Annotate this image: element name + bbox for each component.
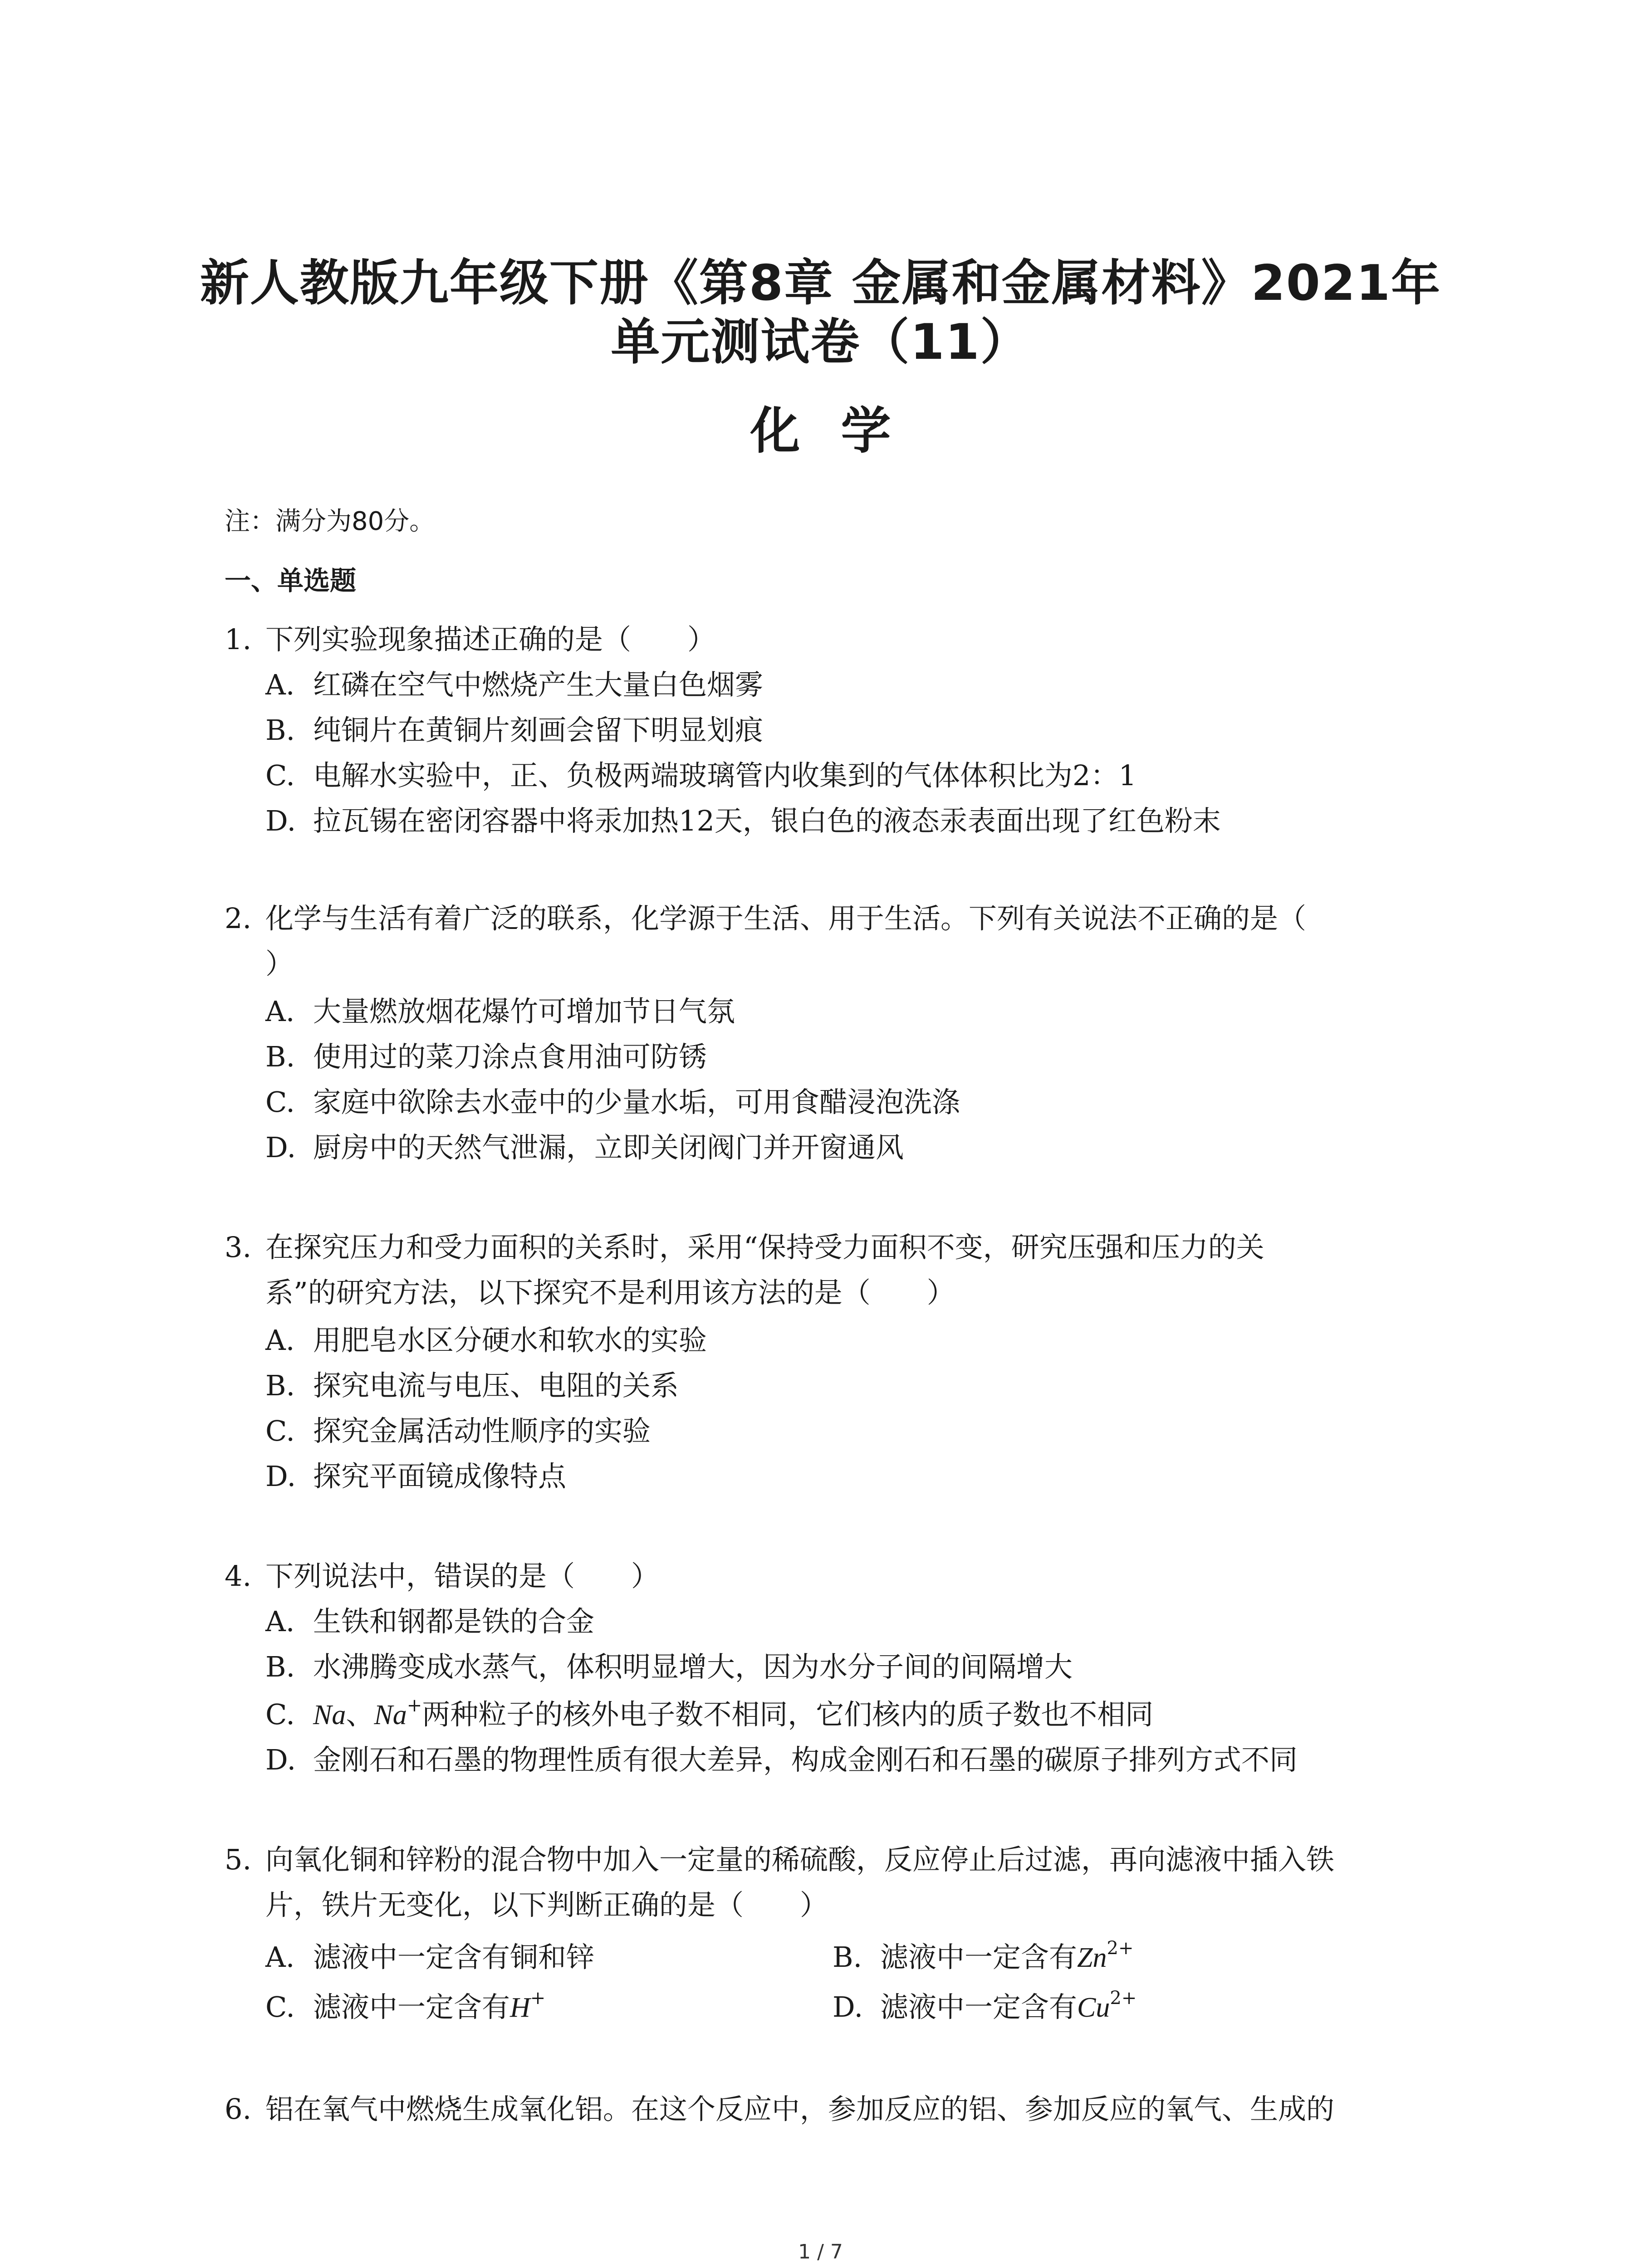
question-1-option-b: B. 纯铜片在黄铜片刻画会留下明显划痕	[265, 714, 764, 747]
question-5-option-d: D. 滤液中一定含有$Cu^{2+}$	[833, 1988, 1137, 2024]
question-2-option-d: D. 厨房中的天然气泄漏，立即关闭阀门并开窗通风	[265, 1131, 904, 1164]
formula-zinc-ion: Zn	[1077, 1942, 1107, 1973]
score-note: 注：满分为80分。	[225, 507, 435, 536]
question-text: 向氧化铜和锌粉的混合物中加入一定量的稀硫酸，反应停止后过滤，再向滤液中插入铁	[265, 1843, 1335, 1876]
exam-title-line-2: 单元测试卷（11）	[611, 314, 1030, 371]
question-number: 5.	[225, 1843, 252, 1876]
ion-charge: 2+	[1110, 1988, 1137, 2009]
question-1-stem	[225, 617, 1450, 662]
question-3-option-d: D. 探究平面镜成像特点	[265, 1460, 567, 1493]
question-4-option-a: A. 生铁和钢都是铁的合金	[265, 1605, 595, 1638]
question-3-stem-continued: 系”的研究方法，以下探究不是利用该方法的是（ ）	[265, 1276, 955, 1309]
question-number: 1.	[225, 623, 252, 656]
question-3-stem	[225, 1225, 1450, 1270]
question-2-option-c: C. 家庭中欲除去水壶中的少量水垢，可用食醋浸泡洗涤	[265, 1085, 960, 1119]
ion-charge: +	[530, 1988, 546, 2009]
question-5-option-b: B. 滤液中一定含有$Zn^{2+}$	[833, 1938, 1134, 1974]
question-4-stem	[225, 1554, 1450, 1599]
question-4-option-b: B. 水沸腾变成水蒸气，体积明显增大，因为水分子间的间隔增大	[265, 1650, 1073, 1683]
question-1-option-d: D. 拉瓦锡在密闭容器中将汞加热12天，银白色的液态汞表面出现了红色粉末	[265, 804, 1221, 837]
question-number: 6.	[225, 2092, 252, 2126]
question-2-option-b: B. 使用过的菜刀涂点食用油可防锈	[265, 1040, 707, 1073]
question-3-option-a: A. 用肥皂水区分硬水和软水的实验	[265, 1324, 707, 1357]
question-2-stem	[225, 896, 1450, 941]
question-text: 化学与生活有着广泛的联系，化学源于生活、用于生活。下列有关说法不正确的是（	[265, 902, 1307, 935]
question-3-option-b: B. 探究电流与电压、电阻的关系	[265, 1369, 679, 1402]
question-4-option-c: C. Na、Na+两种粒子的核外电子数不相同，它们核内的质子数也不相同	[265, 1695, 1154, 1731]
question-4-option-d: D. 金刚石和石墨的物理性质有很大差异，构成金刚石和石墨的碳原子排列方式不同	[265, 1743, 1298, 1776]
question-5-stem	[225, 1837, 1450, 1882]
question-1-option-c: C. 电解水实验中，正、负极两端玻璃管内收集到的气体体积比为2：1	[265, 759, 1136, 792]
ion-charge: 2+	[1107, 1938, 1134, 1959]
question-5-stem-continued: 片，铁片无变化，以下判断正确的是（ ）	[265, 1888, 828, 1921]
section-heading: 一、单选题	[225, 565, 357, 596]
question-6-stem	[225, 2087, 1450, 2132]
question-number: 2.	[225, 902, 252, 935]
question-text: 铝在氧气中燃烧生成氧化铝。在这个反应中，参加反应的铝、参加反应的氧气、生成的	[265, 2092, 1335, 2126]
formula-sodium: Na	[313, 1700, 346, 1730]
question-3-option-c: C. 探究金属活动性顺序的实验	[265, 1414, 651, 1447]
formula-copper-ion: Cu	[1077, 1992, 1110, 2023]
question-5-option-c: C. 滤液中一定含有H+	[265, 1988, 546, 2024]
question-2-option-a: A. 大量燃放烟花爆竹可增加节日气氛	[265, 995, 735, 1028]
formula-sodium-ion: Na	[374, 1700, 407, 1730]
question-5-option-a: A. 滤液中一定含有铜和锌	[265, 1941, 595, 1974]
question-text: 下列实验现象描述正确的是（ ）	[265, 623, 716, 656]
question-2-stem-continued: ）	[265, 947, 294, 980]
question-text: 下列说法中，错误的是（ ）	[265, 1559, 660, 1593]
subject-heading: 化学	[750, 402, 932, 460]
question-text: 在探究压力和受力面积的关系时，采用“保持受力面积不变，研究压强和压力的关	[265, 1231, 1264, 1264]
question-number: 3.	[225, 1231, 252, 1264]
page-indicator: 1 / 7	[798, 2240, 843, 2263]
ion-charge: +	[407, 1695, 422, 1716]
exam-title-line-1: 新人教版九年级下册《第8章 金属和金属材料》2021年	[200, 255, 1441, 312]
formula-hydrogen-ion: H	[510, 1992, 530, 2023]
question-number: 4.	[225, 1559, 252, 1593]
question-1-option-a: A. 红磷在空气中燃烧产生大量白色烟雾	[265, 668, 764, 701]
